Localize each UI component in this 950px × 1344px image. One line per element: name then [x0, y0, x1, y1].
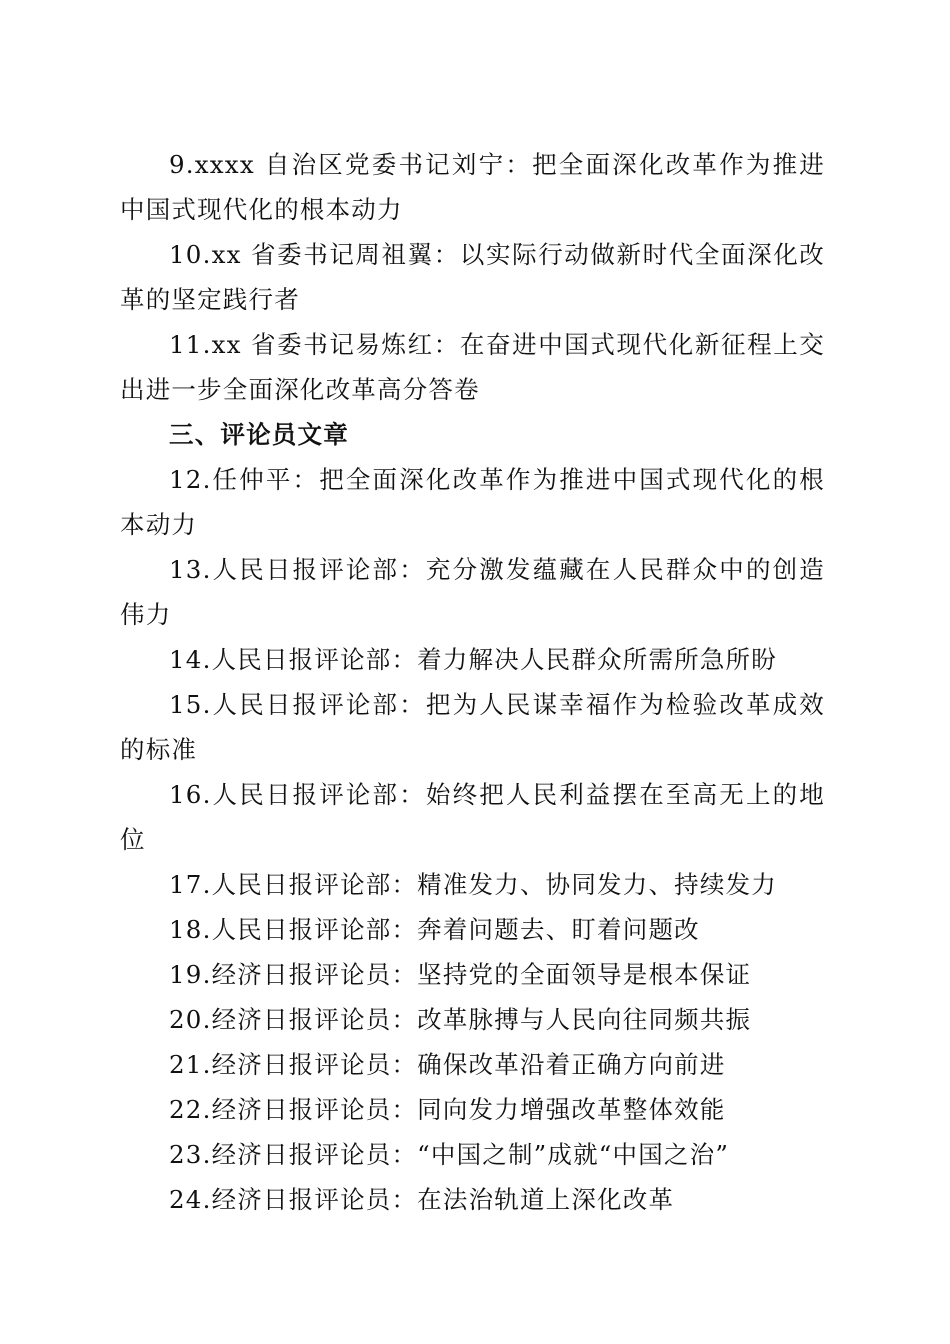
list-item: 15.人民日报评论部：把为人民谋幸福作为检验改革成效的标准	[120, 690, 825, 764]
list-item: 13.人民日报评论部：充分激发蕴藏在人民群众中的创造伟力	[120, 555, 825, 629]
document-page	[120, 142, 825, 1222]
list-item: 16.人民日报评论部：始终把人民利益摆在至高无上的地位	[120, 780, 825, 854]
list-item: 19.经济日报评论员：坚持党的全面领导是根本保证	[169, 960, 752, 989]
list-item: 12.任仲平：把全面深化改革作为推进中国式现代化的根本动力	[120, 465, 825, 539]
list-item: 9.xxxx 自治区党委书记刘宁：把全面深化改革作为推进中国式现代化的根本动力	[120, 150, 825, 224]
list-item: 14.人民日报评论部：着力解决人民群众所需所急所盼	[169, 645, 777, 674]
list-item: 24.经济日报评论员：在法治轨道上深化改革	[169, 1185, 675, 1214]
list-item: 18.人民日报评论部：奔着问题去、盯着问题改	[169, 915, 700, 944]
list-item: 23.经济日报评论员：“中国之制”成就“中国之治”	[169, 1140, 730, 1169]
list-item: 17.人民日报评论部：精准发力、协同发力、持续发力	[169, 870, 777, 899]
section-heading: 三、评论员文章	[169, 420, 349, 449]
list-item: 10.xx 省委书记周祖翼：以实际行动做新时代全面深化改革的坚定践行者	[120, 240, 825, 314]
list-item: 11.xx 省委书记易炼红：在奋进中国式现代化新征程上交出进一步全面深化改革高分答卷	[120, 330, 825, 404]
list-item: 22.经济日报评论员：同向发力增强改革整体效能	[169, 1095, 726, 1124]
list-item: 20.经济日报评论员：改革脉搏与人民向往同频共振	[169, 1005, 752, 1034]
list-item: 21.经济日报评论员：确保改革沿着正确方向前进	[169, 1050, 726, 1079]
